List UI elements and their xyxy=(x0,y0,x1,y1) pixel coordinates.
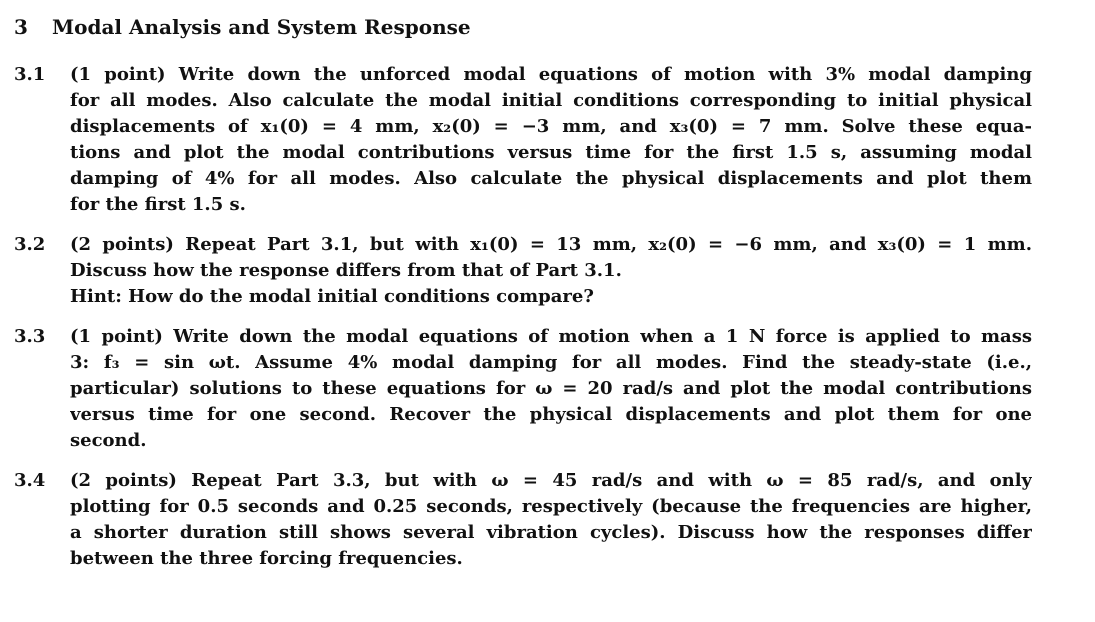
problem-number: 3.2 xyxy=(14,234,46,255)
text-line: 3: f₃ = sin ωt. Assume 4% modal damping for all modes. Find the steady-state (i.e., xyxy=(70,352,1032,373)
section-title: Modal Analysis and System Response xyxy=(52,15,471,39)
text-line: Discuss how the response differs from that of Part 3.1. xyxy=(70,260,622,281)
problem-text xyxy=(70,468,1032,572)
text-line: Hint: How do the modal initial conditions compare? xyxy=(70,286,594,307)
text-line: a shorter duration still shows several vibration cycles). Discuss how the responses differ xyxy=(70,522,1032,543)
problem-number: 3.4 xyxy=(14,470,46,491)
text-line: damping of 4% for all modes. Also calculate the physical displacements and plot them xyxy=(70,168,1032,189)
text-line: plotting for 0.5 seconds and 0.25 seconds, respectively (because the frequencies are higher, xyxy=(70,496,1032,517)
text-line: for the first 1.5 s. xyxy=(70,194,246,215)
text-line: between the three forcing frequencies. xyxy=(70,548,463,569)
text-line: (1 point) Write down the modal equations of motion when a 1 N force is applied to mass xyxy=(70,326,1032,347)
text-line: versus time for one second. Recover the physical displacements and plot them for one xyxy=(70,404,1032,425)
section-heading xyxy=(14,14,471,40)
text-line: (2 points) Repeat Part 3.1, but with x₁(0) = 13 mm, x₂(0) = −6 mm, and x₃(0) = 1 mm. xyxy=(70,234,1032,255)
problem-text xyxy=(70,62,1032,218)
text-line: (2 points) Repeat Part 3.3, but with ω = 45 rad/s and with ω = 85 rad/s, and only xyxy=(70,470,1032,491)
problem-number: 3.1 xyxy=(14,64,46,85)
problem-text xyxy=(70,232,1032,310)
text-line: for all modes. Also calculate the modal initial conditions corresponding to initial physical xyxy=(70,90,1032,111)
text-line: tions and plot the modal contributions versus time for the first 1.5 s, assuming modal xyxy=(70,142,1032,163)
section-number: 3 xyxy=(14,15,28,39)
text-line: displacements of x₁(0) = 4 mm, x₂(0) = −3 mm, and x₃(0) = 7 mm. Solve these equa- xyxy=(70,116,1032,137)
text-line: (1 point) Write down the unforced modal equations of motion with 3% modal damping xyxy=(70,64,1032,85)
text-line: particular) solutions to these equations for ω = 20 rad/s and plot the modal contributions xyxy=(70,378,1032,399)
problem-number: 3.3 xyxy=(14,326,46,347)
text-line: second. xyxy=(70,430,147,451)
problem-text xyxy=(70,324,1032,454)
